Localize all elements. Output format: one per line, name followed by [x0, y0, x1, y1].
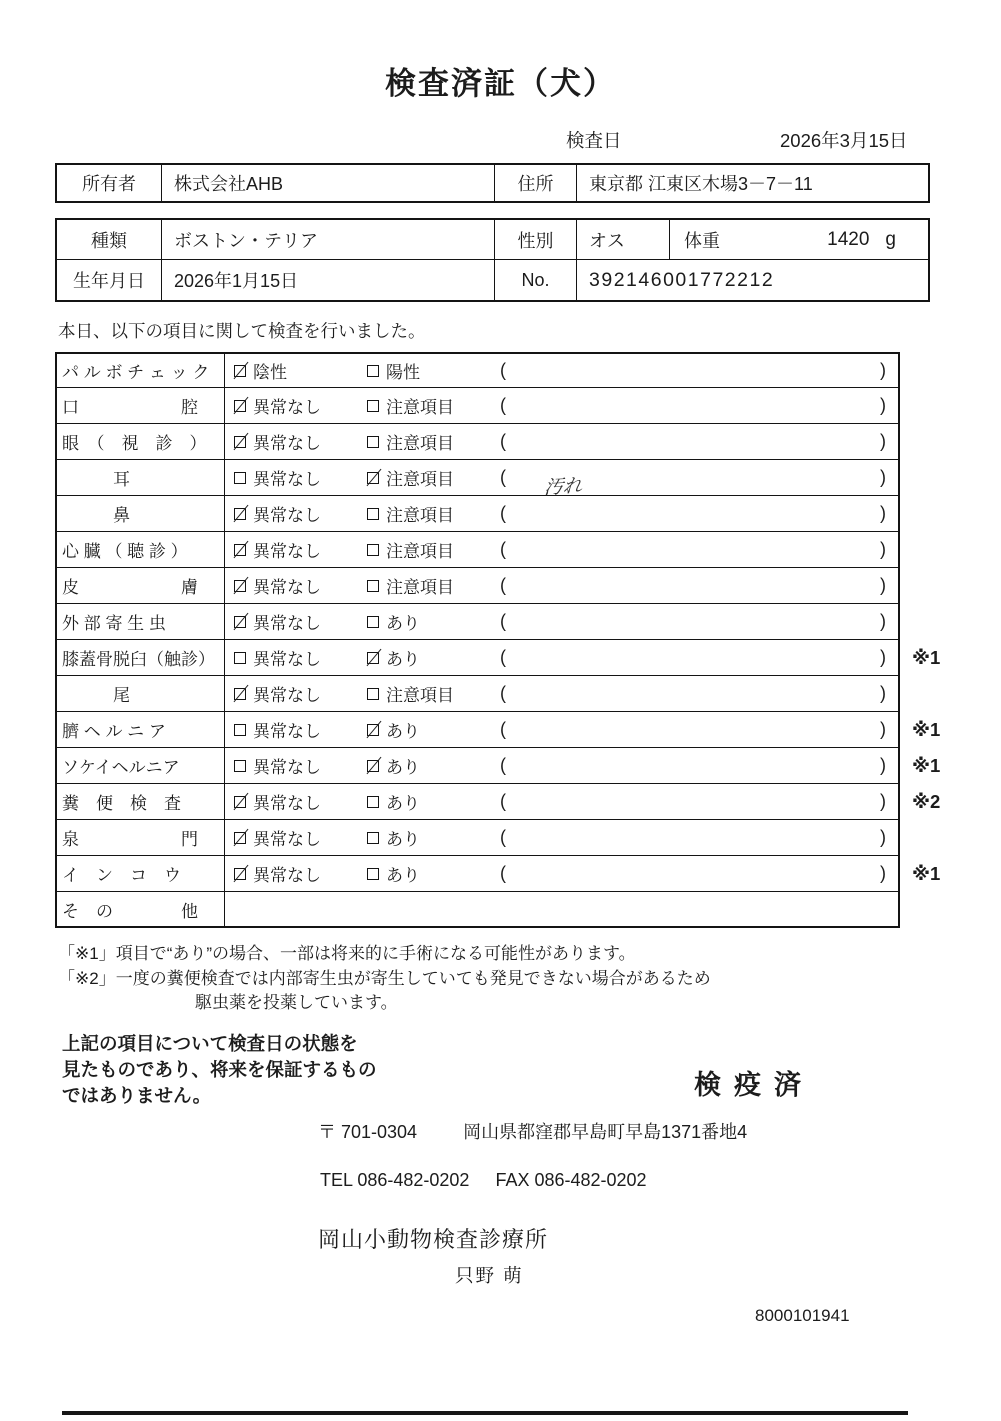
closing-section — [62, 1031, 1001, 1110]
paren-open: ( — [500, 683, 506, 703]
handwritten-note — [544, 505, 880, 523]
no-label: No. — [494, 260, 577, 300]
footnote-mark — [900, 892, 962, 928]
checkbox-option-2[interactable] — [367, 580, 379, 592]
option-2-label: 注意項目 — [386, 470, 454, 489]
option-2 — [367, 358, 500, 383]
checklist-row-body — [225, 676, 898, 711]
checkbox-option-1[interactable] — [234, 436, 246, 448]
intro-text: 本日、以下の項目に関して検査を行いました。 — [58, 321, 426, 341]
option-1 — [234, 645, 367, 670]
option-2 — [367, 717, 500, 742]
handwritten-note — [544, 793, 880, 811]
checkbox-option-2[interactable] — [367, 688, 379, 700]
footnote-mark — [900, 568, 962, 604]
checklist-row-body — [225, 640, 898, 675]
checkbox-option-2[interactable] — [367, 436, 379, 448]
footnote-mark: ※1 — [912, 719, 941, 740]
checkbox-option-1[interactable] — [234, 544, 246, 556]
handwritten-note — [544, 541, 880, 559]
checklist-item-label: 眼 （ 視 診 ） — [57, 424, 225, 459]
quarantine-stamp: 検疫済 — [694, 1069, 814, 1100]
option-1 — [234, 358, 367, 383]
option-2 — [367, 753, 500, 778]
option-1-label: 異常なし — [253, 758, 321, 777]
option-1-label: 異常なし — [253, 722, 321, 741]
weight-label: 体重 — [684, 230, 720, 251]
inspection-date-row — [566, 127, 1001, 153]
option-2 — [367, 789, 500, 814]
checklist-row — [55, 388, 1001, 424]
paren-open: ( — [500, 360, 506, 380]
checklist-item-label: 膝蓋骨脱臼（触診） — [57, 640, 225, 675]
remarks-field — [500, 575, 898, 596]
option-1-label: 陰性 — [253, 363, 287, 382]
checkbox-option-1[interactable] — [234, 688, 246, 700]
checklist-row-body — [225, 424, 898, 459]
paren-open: ( — [500, 647, 506, 667]
checkbox-option-2[interactable] — [367, 472, 379, 484]
disclaimer — [62, 1031, 452, 1110]
address-value: 東京都 江東区木場3－7－11 — [589, 174, 813, 194]
option-2-label: あり — [386, 830, 420, 849]
option-1-label: 異常なし — [253, 434, 321, 453]
owner-table — [55, 163, 930, 203]
option-2-label: あり — [386, 614, 420, 633]
checkbox-option-1[interactable] — [234, 400, 246, 412]
option-2-label: 注意項目 — [386, 506, 454, 525]
checklist-item-label: 尾 — [57, 676, 225, 711]
owner-row — [57, 165, 928, 201]
remarks-field — [500, 791, 898, 812]
disclaimer-line-2: 見たものであり、将来を保証するもの — [62, 1059, 377, 1081]
option-1-label: 異常なし — [253, 542, 321, 561]
checklist-item-label: ソケイヘルニア — [57, 748, 225, 783]
paren-open: ( — [500, 755, 506, 775]
option-1 — [234, 393, 367, 418]
handwritten-note — [544, 685, 880, 703]
handwritten-note — [544, 721, 880, 739]
footnote-mark — [900, 676, 962, 712]
remarks-field — [500, 431, 898, 452]
option-1 — [234, 537, 367, 562]
option-1 — [234, 681, 367, 706]
footnote-mark: ※2 — [912, 791, 941, 812]
sex-value: オス — [577, 220, 670, 259]
option-2 — [367, 465, 500, 490]
paren-open: ( — [500, 791, 506, 811]
checklist-row — [55, 640, 1001, 676]
checklist-row-body — [225, 748, 898, 783]
checklist-table — [55, 352, 1001, 928]
clinic-postal-code: 〒 701-0304 — [318, 1121, 418, 1142]
sex-label: 性別 — [494, 220, 577, 259]
checklist-item-label: そ の 他 — [57, 892, 225, 926]
checklist-row — [55, 856, 1001, 892]
checklist-row-body — [225, 820, 898, 855]
checklist-row — [55, 712, 1001, 748]
pet-row-2 — [57, 260, 928, 300]
inspection-date-value: 2026年3月15日 — [780, 130, 908, 151]
handwritten-note — [544, 433, 880, 451]
weight-value: 1420 — [827, 228, 870, 250]
option-1-label: 異常なし — [253, 470, 321, 489]
remarks-field — [500, 360, 898, 381]
birth-value: 2026年1月15日 — [174, 271, 299, 291]
checklist-row — [55, 748, 1001, 784]
checkbox-option-1[interactable] — [234, 580, 246, 592]
paren-close: ) — [880, 431, 886, 451]
checklist-row-body — [225, 568, 898, 603]
handwritten-note — [544, 649, 880, 667]
checkbox-option-2[interactable] — [367, 760, 379, 772]
option-1 — [234, 861, 367, 886]
checklist-row-body — [225, 460, 898, 499]
checklist-item-label: 耳 — [57, 460, 225, 495]
handwritten-note — [544, 829, 880, 847]
option-1 — [234, 429, 367, 454]
handwritten-note — [544, 757, 880, 775]
checklist-row-body — [225, 892, 898, 926]
checklist-row-body — [225, 712, 898, 747]
footnote-mark — [900, 460, 962, 496]
paren-close: ) — [880, 575, 886, 595]
checklist-item-label: イ ン コ ウ — [57, 856, 225, 891]
address-label: 住所 — [494, 165, 577, 201]
checkbox-option-2[interactable] — [367, 652, 379, 664]
checkbox-option-1[interactable] — [234, 472, 246, 484]
breed-value: ボストン・テリア — [174, 230, 318, 251]
option-2-label: 注意項目 — [386, 578, 454, 597]
option-2 — [367, 681, 500, 706]
checklist-item-label: 皮 膚 — [57, 568, 225, 603]
disclaimer-line-3: ではありません。 — [62, 1085, 212, 1107]
option-1 — [234, 573, 367, 598]
option-1-label: 異常なし — [253, 686, 321, 705]
checkbox-option-1[interactable] — [234, 508, 246, 520]
clinic-address-row — [318, 1118, 1001, 1144]
checklist-row — [55, 784, 1001, 820]
option-2 — [367, 393, 500, 418]
paren-close: ) — [880, 467, 886, 487]
clinic-tel: TEL 086-482-0202 — [320, 1169, 470, 1190]
checklist-row-body — [225, 532, 898, 567]
option-1 — [234, 501, 367, 526]
checklist-item-label: 心 臓 （ 聴 診 ） — [57, 532, 225, 567]
paren-close: ) — [880, 611, 886, 631]
remarks-field — [500, 503, 898, 524]
checkbox-option-1[interactable] — [234, 616, 246, 628]
paren-open: ( — [500, 431, 506, 451]
paren-close: ) — [880, 360, 886, 380]
option-1-label: 異常なし — [253, 614, 321, 633]
checkbox-option-1[interactable] — [234, 365, 246, 377]
checklist-row — [55, 676, 1001, 712]
checkbox-option-2[interactable] — [367, 832, 379, 844]
option-2 — [367, 429, 500, 454]
checklist-row-body — [225, 784, 898, 819]
handwritten-note — [544, 613, 880, 631]
clinic-contact-row — [320, 1170, 1001, 1191]
paren-open: ( — [500, 503, 506, 523]
checklist-item-label: 泉 門 — [57, 820, 225, 855]
paren-close: ) — [880, 539, 886, 559]
paren-open: ( — [500, 863, 506, 883]
remarks-field — [500, 863, 898, 884]
option-2-label: 注意項目 — [386, 542, 454, 561]
footnote-mark: ※1 — [912, 863, 941, 884]
option-2 — [367, 537, 500, 562]
option-1 — [234, 789, 367, 814]
veterinarian-name: 只野 萌 — [455, 1264, 524, 1286]
option-1 — [234, 465, 367, 490]
checkbox-option-2[interactable] — [367, 868, 379, 880]
paren-close: ) — [880, 755, 886, 775]
option-2 — [367, 501, 500, 526]
remarks-field — [500, 827, 898, 848]
remarks-field — [500, 611, 898, 632]
paren-open: ( — [500, 395, 506, 415]
paren-open: ( — [500, 611, 506, 631]
checklist-item-label: パ ル ボ チ ェ ッ ク — [57, 354, 225, 387]
option-1-label: 異常なし — [253, 830, 321, 849]
paren-close: ) — [880, 827, 886, 847]
footnote-mark — [900, 820, 962, 856]
checklist-row-body — [225, 856, 898, 891]
checkbox-option-2[interactable] — [367, 508, 379, 520]
checklist-row — [55, 892, 1001, 928]
checkbox-option-1[interactable] — [234, 724, 246, 736]
footnote-1: 「※1」項目で“あり”の場合、一部は将来的に手術になる可能性があります。 — [58, 944, 636, 963]
paren-close: ) — [880, 395, 886, 415]
checklist-row-body — [225, 604, 898, 639]
checkbox-option-2[interactable] — [367, 365, 379, 377]
option-2-label: あり — [386, 758, 420, 777]
clinic-fax: FAX 086-482-0202 — [495, 1169, 647, 1190]
option-2-label: あり — [386, 794, 420, 813]
serial-number: 8000101941 — [755, 1305, 850, 1325]
weight-value-cell — [734, 220, 928, 259]
checkbox-option-1[interactable] — [234, 760, 246, 772]
checklist-item-label: 臍 ヘ ル ニ ア — [57, 712, 225, 747]
option-1 — [234, 609, 367, 634]
checkbox-option-1[interactable] — [234, 832, 246, 844]
remarks-field — [500, 647, 898, 668]
checkbox-option-1[interactable] — [234, 796, 246, 808]
checklist-item-label: 鼻 — [57, 496, 225, 531]
footnote-mark — [900, 532, 962, 568]
footnote-mark — [900, 424, 962, 460]
option-1 — [234, 753, 367, 778]
handwritten-note — [544, 865, 880, 883]
option-1-label: 異常なし — [253, 866, 321, 885]
checklist-item-label: 外 部 寄 生 虫 — [57, 604, 225, 639]
handwritten-note — [544, 397, 880, 415]
footnote-2: 「※2」一度の糞便検査では内部寄生虫が寄生していても発見できない場合があるため — [58, 968, 711, 988]
checklist-item-label: 口 腔 — [57, 388, 225, 423]
paren-close: ) — [880, 683, 886, 703]
remarks-field — [500, 539, 898, 560]
owner-value: 株式会社AHB — [174, 174, 284, 194]
checkbox-option-2[interactable] — [367, 400, 379, 412]
weight-unit: g — [885, 228, 896, 250]
remarks-field — [500, 719, 898, 740]
paren-close: ) — [880, 647, 886, 667]
checklist-row — [55, 568, 1001, 604]
disclaimer-line-1: 上記の項目について検査日の状態を — [62, 1032, 358, 1054]
checklist-row — [55, 424, 1001, 460]
paren-open: ( — [500, 467, 506, 487]
owner-label: 所有者 — [57, 165, 162, 201]
checklist-row — [55, 460, 1001, 499]
handwritten-note — [544, 577, 880, 595]
option-2 — [367, 825, 500, 850]
footnote-mark: ※1 — [912, 647, 941, 668]
checkbox-option-2[interactable] — [367, 616, 379, 628]
pet-table — [55, 218, 930, 302]
option-2 — [367, 645, 500, 670]
footnote-mark: ※1 — [912, 755, 941, 776]
option-2-label: 注意項目 — [386, 398, 454, 417]
paren-open: ( — [500, 827, 506, 847]
option-1-label: 異常なし — [253, 794, 321, 813]
no-value: 392146001772212 — [589, 268, 775, 291]
remarks-field — [500, 395, 898, 416]
remarks-field — [500, 683, 898, 704]
option-2-label: あり — [386, 866, 420, 885]
breed-label: 種類 — [57, 220, 162, 259]
option-2 — [367, 573, 500, 598]
footnote-mark — [900, 604, 962, 640]
paren-close: ) — [880, 791, 886, 811]
clinic-name: 岡山小動物検査診療所 — [318, 1226, 549, 1252]
remarks-field — [500, 755, 898, 776]
pet-row-1 — [57, 220, 928, 260]
option-1 — [234, 825, 367, 850]
paren-open: ( — [500, 539, 506, 559]
checklist-row — [55, 532, 1001, 568]
option-2-label: 注意項目 — [386, 686, 454, 705]
birth-label: 生年月日 — [57, 260, 162, 300]
paren-open: ( — [500, 719, 506, 739]
checkbox-option-2[interactable] — [367, 724, 379, 736]
option-1 — [234, 717, 367, 742]
option-2-label: 注意項目 — [386, 434, 454, 453]
checklist-row — [55, 820, 1001, 856]
document-title: 検査済証（犬） — [385, 66, 616, 101]
checklist-row — [55, 352, 1001, 388]
checklist-row-body — [225, 354, 898, 387]
remarks-field — [500, 464, 898, 499]
option-2 — [367, 861, 500, 886]
option-1-label: 異常なし — [253, 578, 321, 597]
checklist-item-label: 糞 便 検 査 — [57, 784, 225, 819]
option-1-label: 異常なし — [253, 506, 321, 525]
scan-edge-line — [62, 1411, 908, 1415]
footnote-mark — [900, 496, 962, 532]
footnote-2-continued: 駆虫薬を投薬しています。 — [195, 993, 398, 1013]
checkbox-option-1[interactable] — [234, 868, 246, 880]
checkbox-option-2[interactable] — [367, 544, 379, 556]
checklist-row-body — [225, 496, 898, 531]
inspection-date-label: 検査日 — [566, 130, 622, 151]
option-2-label: あり — [386, 722, 420, 741]
clinic-address: 岡山県都窪郡早島町早島1371番地4 — [463, 1121, 748, 1142]
checklist-row — [55, 496, 1001, 532]
checkbox-option-2[interactable] — [367, 796, 379, 808]
footnote-mark — [900, 388, 962, 424]
paren-close: ) — [880, 503, 886, 523]
option-2-label: あり — [386, 650, 420, 669]
footnotes — [58, 942, 1001, 1016]
paren-close: ) — [880, 719, 886, 739]
paren-close: ) — [880, 863, 886, 883]
checklist-row — [55, 604, 1001, 640]
option-2-label: 陽性 — [386, 363, 420, 382]
checklist-row-body — [225, 388, 898, 423]
footnote-mark — [900, 352, 962, 388]
paren-open: ( — [500, 575, 506, 595]
option-2 — [367, 609, 500, 634]
handwritten-note — [544, 362, 880, 380]
handwritten-note: 汚れ — [543, 475, 583, 499]
option-1-label: 異常なし — [253, 650, 321, 669]
option-1-label: 異常なし — [253, 398, 321, 417]
checkbox-option-1[interactable] — [234, 652, 246, 664]
